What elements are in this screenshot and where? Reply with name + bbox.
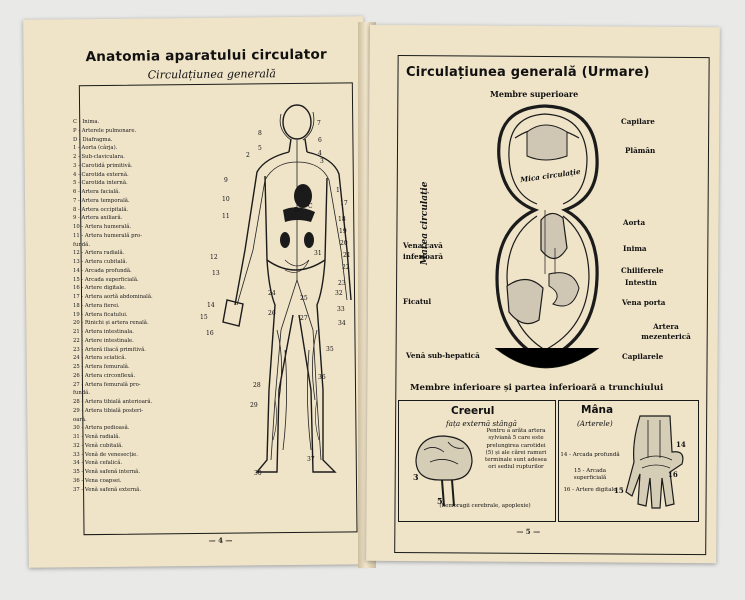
figure-number: 19 [339, 228, 347, 235]
legend-item: 31 - Venă radială. [73, 434, 121, 440]
legend-item: fundă. [73, 241, 91, 248]
figure-number: 2 [246, 152, 250, 159]
figure-number: 28 [253, 382, 261, 389]
legend-item: 8 - Artera occipitală. [73, 206, 129, 213]
figure-number: 20 [340, 240, 348, 247]
label-aorta: Aorta [623, 218, 646, 227]
legend-item: 15 - Arcada superficială. [73, 276, 139, 283]
figure-number: 5 [258, 145, 262, 152]
figure-number: 14 [207, 302, 215, 309]
figure-number: 33 [337, 306, 345, 313]
legend-item: 13 - Artera cubitală. [73, 259, 128, 265]
legend-item: 2 - Sub-claviculara. [73, 154, 125, 160]
creerul-number: 5 [437, 496, 443, 506]
figure-number: 12 [210, 254, 218, 261]
legend-item: P - Arterele pulmonare. [73, 127, 137, 134]
liver-shape [507, 279, 543, 323]
figure-number: 22 [342, 264, 350, 271]
label-intestin: Intestin [625, 278, 657, 287]
mana-item: 14 - Arcada profundă [560, 452, 620, 458]
figure-number: 4 [318, 150, 322, 157]
brain-illustration [410, 428, 480, 508]
mana-item: 15 - Arcada superficială [573, 468, 607, 482]
label-vena-porta: Vena porta [622, 298, 666, 307]
legend-item: 1 - Aorta (cârja). [73, 145, 118, 152]
legend-item: 27 - Artera femurală pro- [73, 381, 141, 388]
mana-subtitle: (Arterele) [577, 419, 613, 428]
figure-number: 8 [258, 130, 262, 137]
legend-item: 20 - Rinichi și artera renală. [73, 320, 149, 327]
legend-item: 17 - Artera aortă abdominală. [73, 294, 153, 300]
legend-item: 24 - Artera sciatică. [73, 355, 127, 362]
legend-item: 30 - Artera pedioasă. [73, 425, 130, 432]
intestine-shape [549, 273, 579, 306]
legend-item: 36 - Vena coapsei. [73, 477, 122, 484]
label-membre-inferioare: Membre inferioare și partea inferioară a trunchiului [410, 383, 664, 393]
figure-number: 9 [224, 177, 228, 184]
legend-item: 14 - Arcada profundă. [73, 267, 132, 274]
legend-item: C - Inima. [73, 119, 100, 125]
label-capilare: Capilare [621, 117, 655, 126]
artery-legend [73, 118, 205, 494]
legend-item: 28 - Artera tibială anterioară. [73, 399, 153, 405]
legend-item: 22 - Artere intestinale. [73, 337, 134, 344]
figure-number: 10 [222, 196, 230, 203]
label-plaman: Plămân [625, 146, 656, 155]
legend-item: 11 - Artera humerală pro- [73, 232, 142, 239]
legend-item: 6 - Artera facială. [73, 189, 120, 195]
legend-item: 21 - Artera intestinala. [73, 329, 134, 335]
figure-number: 3 [320, 158, 324, 165]
legend-item: D - Diafragma. [73, 136, 113, 143]
legend-item: 18 - Artera fierei. [73, 302, 120, 309]
figure-number: 1 [336, 187, 340, 194]
legend-item: 5 - Carotida internă. [73, 180, 128, 187]
mana-item: 16 - Artere digitale [563, 487, 617, 493]
figure-number: 15 [200, 314, 208, 321]
figure-number: 7 [317, 120, 321, 127]
figure-number: 13 [212, 270, 220, 277]
figure-number: C [308, 203, 313, 210]
figure-number: 34 [338, 320, 346, 327]
figure-number: 31 [314, 250, 322, 257]
mana-number: 15 [614, 486, 624, 495]
creerul-number: 3 [413, 472, 419, 482]
figure-number: D [294, 207, 299, 214]
label-capilarele: Capilarele [622, 352, 664, 361]
legend-item: 16 - Artere digitale. [73, 285, 126, 292]
mana-title: Mâna [581, 404, 614, 416]
label-inima: Inima [623, 244, 647, 253]
legend-item: 12 - Artera radială. [73, 250, 125, 257]
label-artera-mezenterica: Artera mezenterică [641, 322, 691, 341]
legend-item: oară. [73, 416, 87, 423]
figure-number: 16 [206, 330, 214, 337]
creerul-text: Pentru a arăta artera sylviană 5 care este prelungirea carotidei (5) și ale cărei ramuri terminale sunt adesea ori sediul rupturilor [485, 428, 547, 471]
legend-item: 9 - Artera axiliară. [73, 215, 123, 222]
label-vena-sub-hepatica: Venă sub-hepatică [406, 351, 480, 360]
label-mica-circulatie: Mica circulație [519, 166, 582, 185]
figure-number: 23 [338, 280, 346, 287]
figure-number: 21 [343, 252, 351, 259]
figure-number: 17 [340, 200, 348, 207]
figure-number: 6 [318, 137, 322, 144]
figure-number: 26 [268, 310, 276, 317]
label-marea-circulatie: Marea circulație [420, 181, 430, 265]
body-circulation-illustration [205, 100, 355, 480]
figure-number: 11 [222, 213, 230, 220]
creerul-title: Creerul [451, 405, 495, 417]
legend-item: 34 - Venă cefalică. [73, 460, 123, 467]
figure-number: 25 [300, 295, 308, 302]
label-membre-superioare: Membre superioare [490, 89, 579, 99]
legend-item: 35 - Venă safenă internă. [73, 469, 141, 475]
legend-item: 19 - Artera ficatului. [73, 311, 128, 318]
figure-number: P [300, 186, 305, 193]
creerul-subtitle: fața externă stângă [446, 419, 517, 428]
legend-item: 26 - Artera circonflexă. [73, 372, 136, 379]
label-chiliferele: Chiliferele [621, 266, 664, 275]
legend-item: 10 - Artera humerală. [73, 224, 132, 230]
left-page-subtitle: Circulațiunea generală [147, 67, 277, 82]
label-ficatul: Ficatul [403, 297, 432, 306]
left-page-number: — 4 — [208, 535, 233, 545]
right-page-number: — 5 — [516, 526, 541, 536]
mana-number: 14 [676, 440, 686, 449]
hand-illustration [620, 412, 690, 512]
left-page-title: Anatomia aparatului circulator [85, 46, 327, 66]
figure-number: 37 [307, 456, 315, 463]
legend-item: 23 - Arteră iliacă primitivă. [73, 346, 146, 353]
creerul-note: (hemoragii cerebrale, apoplexie) [439, 503, 531, 509]
figure-number: 27 [300, 315, 308, 322]
legend-item: 3 - Carotidă primitivă. [73, 162, 133, 169]
legend-item: 32 - Venă cubitală. [73, 442, 123, 449]
figure-number: 30 [254, 470, 262, 477]
general-circulation-diagram [475, 98, 615, 388]
legend-item: 4 - Carotida externă. [73, 171, 129, 178]
right-page-title: Circulațiunea generală (Urmare) [406, 65, 650, 80]
mana-number: 16 [668, 470, 678, 479]
legend-item: 37 - Venă safenă externă. [73, 486, 142, 493]
label-vena-cava: Vena cavă inferioară [403, 241, 444, 261]
legend-item: 33 - Venă de venesecție. [73, 451, 138, 458]
figure-number: 29 [250, 402, 258, 409]
figure-number: 35 [326, 346, 334, 353]
legend-item: 25 - Artera femurală. [73, 364, 130, 370]
legend-item: fundă. [73, 390, 91, 397]
figure-number: 24 [268, 290, 276, 297]
figure-number: 32 [335, 290, 343, 297]
figure-number: 18 [338, 216, 346, 223]
figure-number: 36 [318, 374, 326, 381]
legend-item: 7 - Artera temporală. [73, 197, 130, 204]
lung-shape [527, 125, 567, 160]
legend-item: 29 - Artera tibială posteri- [73, 407, 144, 414]
